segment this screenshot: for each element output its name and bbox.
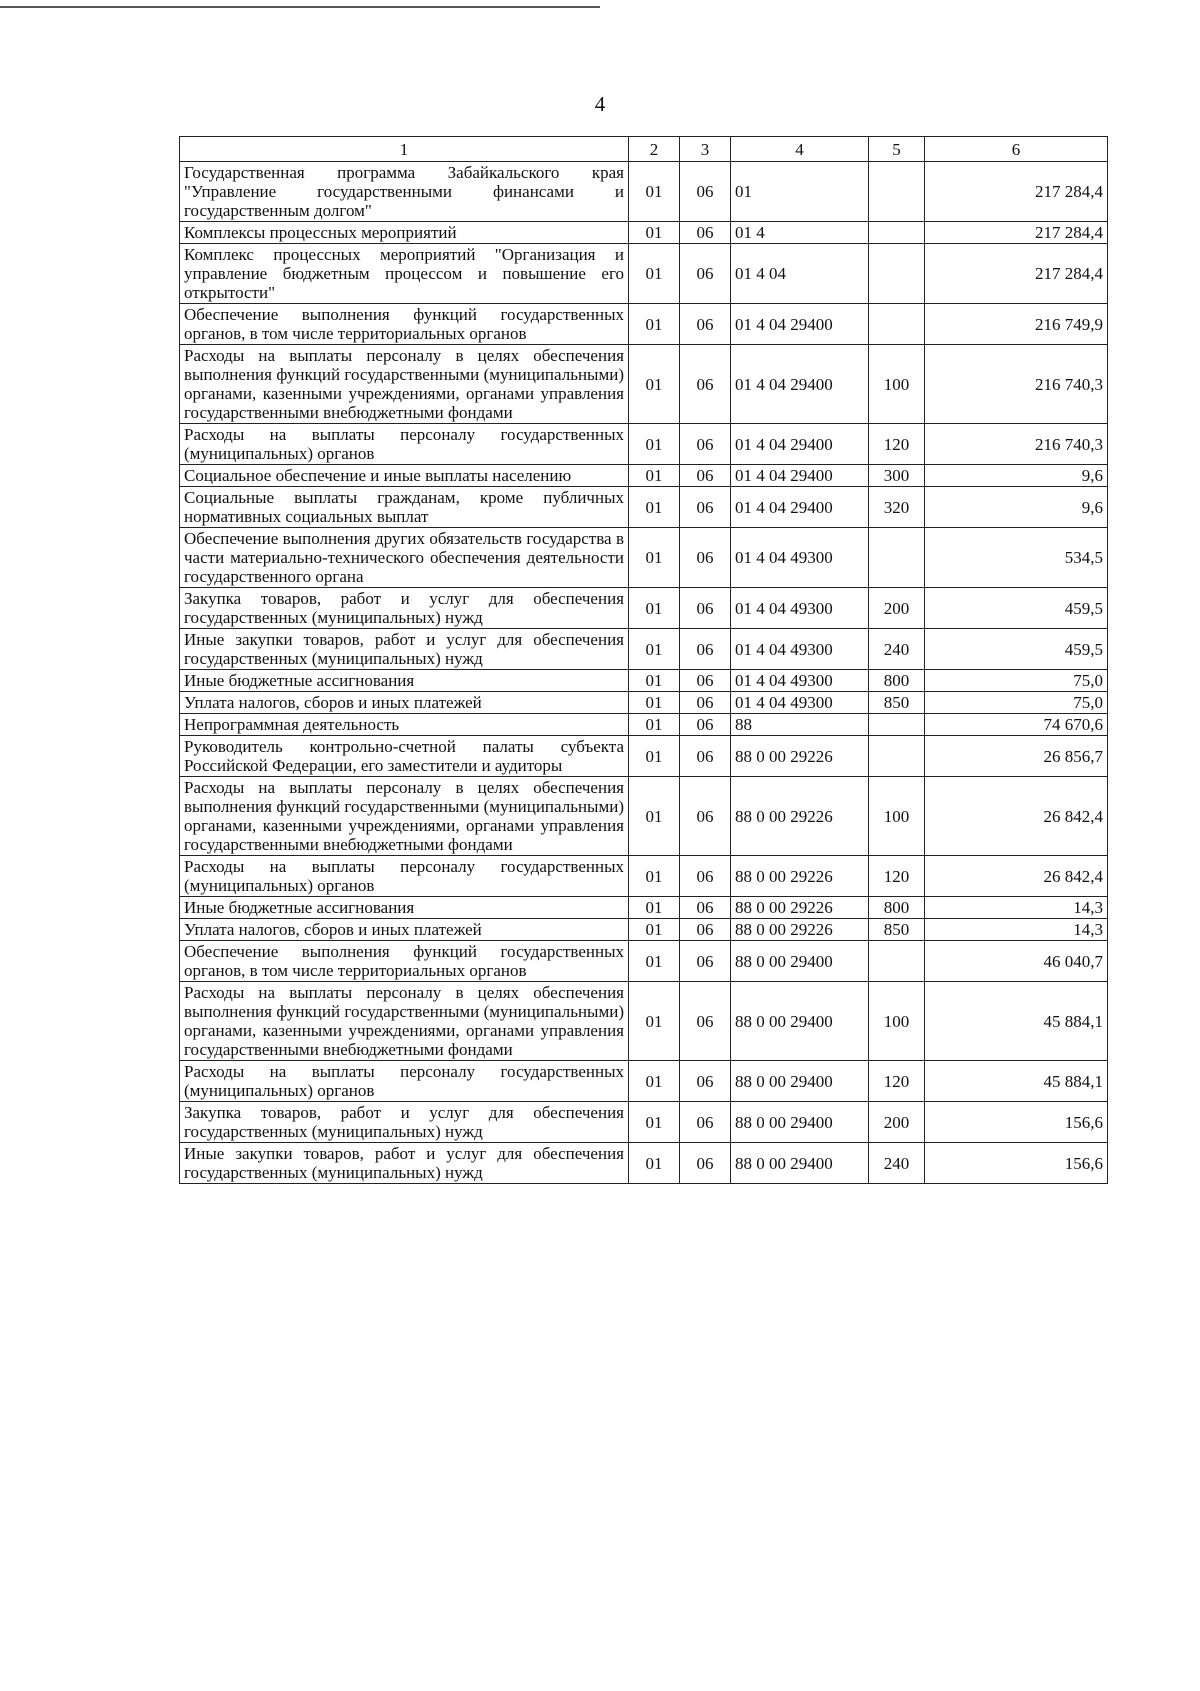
header-col-2: 2 xyxy=(629,137,680,162)
table-row xyxy=(180,897,1108,919)
row-col-4: 01 4 04 29400 xyxy=(731,304,869,345)
row-col-4: 01 4 04 49300 xyxy=(731,670,869,692)
row-col-4: 01 4 04 29400 xyxy=(731,487,869,528)
row-col-5: 320 xyxy=(869,487,925,528)
row-name: Расходы на выплаты персоналу в целях обеспечения выполнения функций государственными (муниципальными) органами, казенными учреждениями, органами управления государственными внебюджетными фондами xyxy=(180,982,629,1061)
row-col-2: 01 xyxy=(629,941,680,982)
row-col-4: 88 0 00 29226 xyxy=(731,777,869,856)
row-name: Расходы на выплаты персоналу государственных (муниципальных) органов xyxy=(180,1061,629,1102)
table-row xyxy=(180,1143,1108,1184)
row-col-5: 850 xyxy=(869,919,925,941)
table-row xyxy=(180,304,1108,345)
row-name: Комплекс процессных мероприятий "Организация и управление бюджетным процессом и повышение его открытости" xyxy=(180,244,629,304)
row-col-2: 01 xyxy=(629,1102,680,1143)
row-name: Закупка товаров, работ и услуг для обеспечения государственных (муниципальных) нужд xyxy=(180,1102,629,1143)
row-col-3: 06 xyxy=(680,345,731,424)
row-col-2: 01 xyxy=(629,487,680,528)
row-name: Расходы на выплаты персоналу государственных (муниципальных) органов xyxy=(180,856,629,897)
row-amount: 534,5 xyxy=(925,528,1108,588)
row-name: Уплата налогов, сборов и иных платежей xyxy=(180,919,629,941)
row-col-4: 88 0 00 29400 xyxy=(731,1061,869,1102)
table-row xyxy=(180,714,1108,736)
row-col-5: 120 xyxy=(869,856,925,897)
row-col-3: 06 xyxy=(680,629,731,670)
row-col-4: 88 xyxy=(731,714,869,736)
row-amount: 9,6 xyxy=(925,465,1108,487)
row-col-2: 01 xyxy=(629,714,680,736)
row-col-2: 01 xyxy=(629,919,680,941)
row-amount: 26 856,7 xyxy=(925,736,1108,777)
row-amount: 156,6 xyxy=(925,1143,1108,1184)
row-col-2: 01 xyxy=(629,528,680,588)
row-col-3: 06 xyxy=(680,1143,731,1184)
row-col-3: 06 xyxy=(680,588,731,629)
row-col-4: 01 4 04 49300 xyxy=(731,692,869,714)
header-col-1: 1 xyxy=(180,137,629,162)
row-col-5: 200 xyxy=(869,1102,925,1143)
table-row xyxy=(180,424,1108,465)
row-col-5 xyxy=(869,714,925,736)
row-col-3: 06 xyxy=(680,714,731,736)
row-col-5: 300 xyxy=(869,465,925,487)
row-col-5 xyxy=(869,222,925,244)
row-amount: 216 740,3 xyxy=(925,424,1108,465)
row-col-4: 01 4 04 29400 xyxy=(731,465,869,487)
row-col-3: 06 xyxy=(680,244,731,304)
row-col-4: 88 0 00 29226 xyxy=(731,919,869,941)
page-number: 4 xyxy=(594,92,606,116)
row-col-4: 01 4 04 29400 xyxy=(731,424,869,465)
row-amount: 26 842,4 xyxy=(925,777,1108,856)
row-col-4: 88 0 00 29226 xyxy=(731,856,869,897)
row-col-2: 01 xyxy=(629,692,680,714)
row-amount: 216 740,3 xyxy=(925,345,1108,424)
table-row xyxy=(180,487,1108,528)
row-col-4: 01 4 xyxy=(731,222,869,244)
row-col-2: 01 xyxy=(629,897,680,919)
row-col-2: 01 xyxy=(629,670,680,692)
row-name: Обеспечение выполнения функций государственных органов, в том числе территориальных органов xyxy=(180,941,629,982)
table-row xyxy=(180,1102,1108,1143)
row-col-5: 120 xyxy=(869,1061,925,1102)
header-col-6: 6 xyxy=(925,137,1108,162)
row-col-2: 01 xyxy=(629,424,680,465)
row-name: Иные закупки товаров, работ и услуг для обеспечения государственных (муниципальных) нужд xyxy=(180,629,629,670)
row-col-5 xyxy=(869,162,925,222)
row-col-2: 01 xyxy=(629,588,680,629)
row-col-4: 01 4 04 49300 xyxy=(731,528,869,588)
row-amount: 45 884,1 xyxy=(925,1061,1108,1102)
row-col-5 xyxy=(869,244,925,304)
table-row xyxy=(180,670,1108,692)
row-col-2: 01 xyxy=(629,777,680,856)
row-name: Иные закупки товаров, работ и услуг для обеспечения государственных (муниципальных) нужд xyxy=(180,1143,629,1184)
row-name: Обеспечение выполнения функций государственных органов, в том числе территориальных органов xyxy=(180,304,629,345)
row-col-3: 06 xyxy=(680,424,731,465)
row-col-4: 01 4 04 xyxy=(731,244,869,304)
row-col-4: 01 4 04 49300 xyxy=(731,629,869,670)
row-name: Иные бюджетные ассигнования xyxy=(180,670,629,692)
row-col-3: 06 xyxy=(680,919,731,941)
row-col-5 xyxy=(869,304,925,345)
row-name: Руководитель контрольно-счетной палаты субъекта Российской Федерации, его заместители и аудиторы xyxy=(180,736,629,777)
row-col-3: 06 xyxy=(680,1102,731,1143)
row-amount: 217 284,4 xyxy=(925,162,1108,222)
row-name: Комплексы процессных мероприятий xyxy=(180,222,629,244)
table-row xyxy=(180,941,1108,982)
header-row xyxy=(180,137,1108,162)
table-row xyxy=(180,856,1108,897)
row-col-3: 06 xyxy=(680,1061,731,1102)
row-col-3: 06 xyxy=(680,670,731,692)
table-row xyxy=(180,982,1108,1061)
row-col-4: 88 0 00 29400 xyxy=(731,982,869,1061)
row-col-2: 01 xyxy=(629,162,680,222)
row-col-3: 06 xyxy=(680,777,731,856)
row-col-5: 120 xyxy=(869,424,925,465)
row-name: Социальные выплаты гражданам, кроме публичных нормативных социальных выплат xyxy=(180,487,629,528)
row-col-2: 01 xyxy=(629,1143,680,1184)
row-col-5: 240 xyxy=(869,629,925,670)
row-name: Социальное обеспечение и иные выплаты населению xyxy=(180,465,629,487)
row-col-3: 06 xyxy=(680,162,731,222)
row-col-3: 06 xyxy=(680,528,731,588)
row-amount: 74 670,6 xyxy=(925,714,1108,736)
table-row xyxy=(180,1061,1108,1102)
row-col-3: 06 xyxy=(680,465,731,487)
row-col-5: 240 xyxy=(869,1143,925,1184)
row-amount: 14,3 xyxy=(925,919,1108,941)
row-col-5: 200 xyxy=(869,588,925,629)
row-col-2: 01 xyxy=(629,982,680,1061)
row-col-3: 06 xyxy=(680,222,731,244)
row-col-5 xyxy=(869,941,925,982)
row-col-4: 88 0 00 29226 xyxy=(731,736,869,777)
row-amount: 217 284,4 xyxy=(925,244,1108,304)
row-name: Иные бюджетные ассигнования xyxy=(180,897,629,919)
table-header xyxy=(180,137,1108,162)
row-name: Расходы на выплаты персоналу государственных (муниципальных) органов xyxy=(180,424,629,465)
row-col-3: 06 xyxy=(680,982,731,1061)
row-col-3: 06 xyxy=(680,692,731,714)
row-col-2: 01 xyxy=(629,1061,680,1102)
row-amount: 156,6 xyxy=(925,1102,1108,1143)
row-col-5: 100 xyxy=(869,982,925,1061)
row-col-5: 100 xyxy=(869,345,925,424)
row-col-4: 88 0 00 29226 xyxy=(731,897,869,919)
row-name: Расходы на выплаты персоналу в целях обеспечения выполнения функций государственными (муниципальными) органами, казенными учреждениями, органами управления государственными внебюджетными фондами xyxy=(180,345,629,424)
row-amount: 216 749,9 xyxy=(925,304,1108,345)
row-col-5 xyxy=(869,528,925,588)
row-col-5: 850 xyxy=(869,692,925,714)
row-col-4: 88 0 00 29400 xyxy=(731,1143,869,1184)
row-col-5 xyxy=(869,736,925,777)
row-col-2: 01 xyxy=(629,736,680,777)
row-name: Уплата налогов, сборов и иных платежей xyxy=(180,692,629,714)
table-row xyxy=(180,528,1108,588)
row-col-3: 06 xyxy=(680,487,731,528)
table-row xyxy=(180,777,1108,856)
row-name: Расходы на выплаты персоналу в целях обеспечения выполнения функций государственными (муниципальными) органами, казенными учреждениями, органами управления государственными внебюджетными фондами xyxy=(180,777,629,856)
table-row xyxy=(180,345,1108,424)
row-col-3: 06 xyxy=(680,897,731,919)
row-col-4: 01 4 04 29400 xyxy=(731,345,869,424)
row-col-5: 800 xyxy=(869,670,925,692)
row-col-3: 06 xyxy=(680,941,731,982)
row-name: Государственная программа Забайкальского края "Управление государственными финансами и государственным долгом" xyxy=(180,162,629,222)
row-amount: 75,0 xyxy=(925,692,1108,714)
row-col-2: 01 xyxy=(629,856,680,897)
row-amount: 46 040,7 xyxy=(925,941,1108,982)
row-name: Обеспечение выполнения других обязательств государства в части материально-технического обеспечения деятельности государственного органа xyxy=(180,528,629,588)
row-name: Непрограммная деятельность xyxy=(180,714,629,736)
row-amount: 217 284,4 xyxy=(925,222,1108,244)
header-col-4: 4 xyxy=(731,137,869,162)
table-row xyxy=(180,629,1108,670)
row-col-2: 01 xyxy=(629,345,680,424)
row-col-5: 800 xyxy=(869,897,925,919)
table-row xyxy=(180,244,1108,304)
row-col-4: 01 4 04 49300 xyxy=(731,588,869,629)
table-row xyxy=(180,692,1108,714)
header-col-5: 5 xyxy=(869,137,925,162)
table-row xyxy=(180,588,1108,629)
row-col-2: 01 xyxy=(629,222,680,244)
table-row xyxy=(180,465,1108,487)
row-col-3: 06 xyxy=(680,304,731,345)
table-row xyxy=(180,162,1108,222)
table-body xyxy=(180,162,1108,1184)
row-col-2: 01 xyxy=(629,465,680,487)
table-row xyxy=(180,919,1108,941)
row-amount: 75,0 xyxy=(925,670,1108,692)
row-col-4: 88 0 00 29400 xyxy=(731,1102,869,1143)
row-amount: 459,5 xyxy=(925,629,1108,670)
row-amount: 26 842,4 xyxy=(925,856,1108,897)
budget-table xyxy=(179,136,1108,1184)
row-col-3: 06 xyxy=(680,736,731,777)
row-col-2: 01 xyxy=(629,244,680,304)
table-row xyxy=(180,736,1108,777)
row-amount: 459,5 xyxy=(925,588,1108,629)
row-col-2: 01 xyxy=(629,629,680,670)
table-row xyxy=(180,222,1108,244)
row-name: Закупка товаров, работ и услуг для обеспечения государственных (муниципальных) нужд xyxy=(180,588,629,629)
header-col-3: 3 xyxy=(680,137,731,162)
row-col-5: 100 xyxy=(869,777,925,856)
row-col-4: 01 xyxy=(731,162,869,222)
row-amount: 45 884,1 xyxy=(925,982,1108,1061)
scan-edge-line xyxy=(0,6,600,8)
row-col-2: 01 xyxy=(629,304,680,345)
row-col-4: 88 0 00 29400 xyxy=(731,941,869,982)
row-amount: 9,6 xyxy=(925,487,1108,528)
row-amount: 14,3 xyxy=(925,897,1108,919)
row-col-3: 06 xyxy=(680,856,731,897)
